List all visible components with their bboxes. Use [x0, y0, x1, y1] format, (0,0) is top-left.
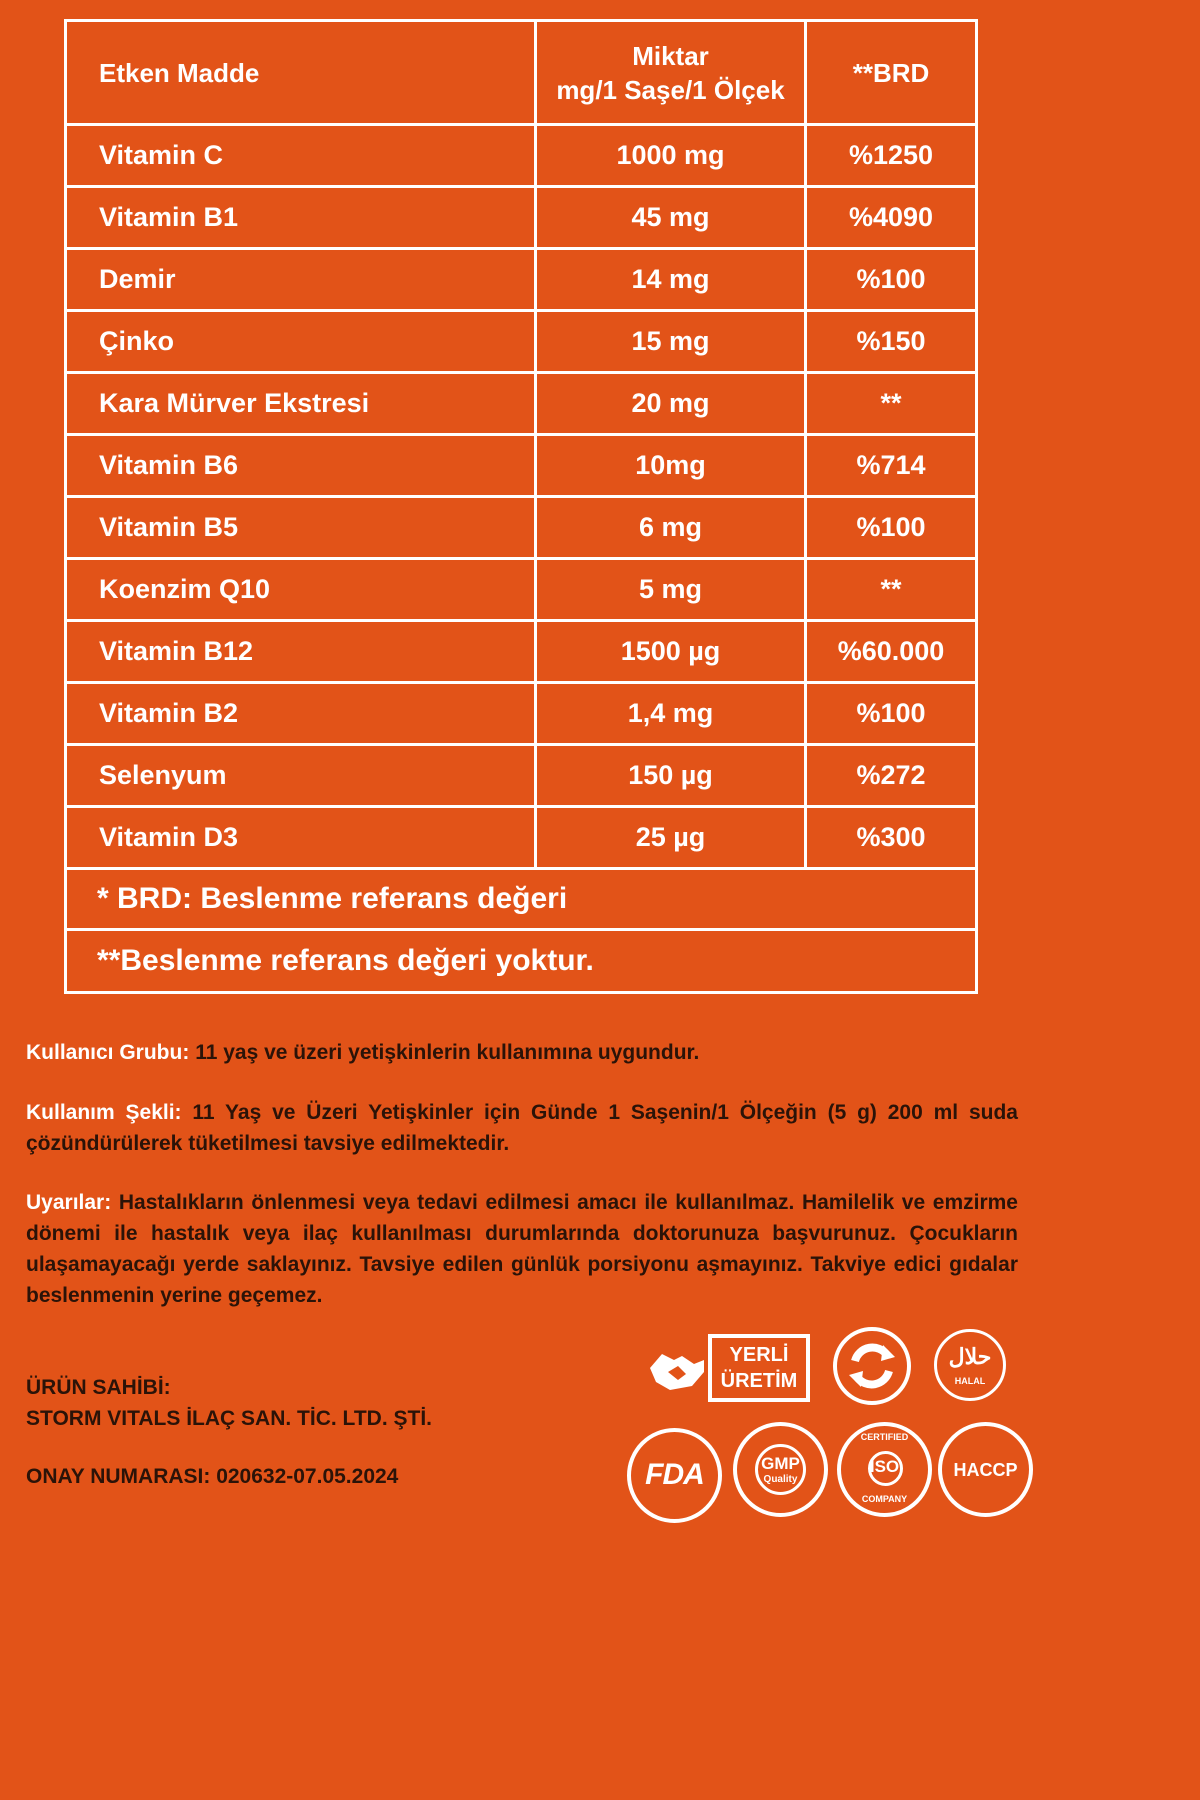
- handshake-icon: [648, 1342, 706, 1394]
- warnings-text: Hastalıkların önlenmesi veya tedavi edilmesi amacı ile kullanılmaz. Hamilelik ve emzirme dönemi ile hastalık veya ilaç kullanılması durumlarında doktorunuza başvurunuz. Çocukların ulaşamayacağı yerde saklayınız. Tavsiye edilen günlük porsiyonu aşmayınız. Takviye edici gıdalar beslenmenin yerine geçemez.: [26, 1191, 1018, 1307]
- ingredient-name: Çinko: [67, 312, 537, 371]
- ingredient-amount: 14 mg: [537, 250, 807, 309]
- header-amount: [537, 22, 807, 123]
- table-row: [67, 126, 975, 188]
- ingredient-brd: %100: [856, 264, 926, 294]
- table-row: [67, 622, 975, 684]
- yerli-text: YERLİ: [729, 1344, 789, 1366]
- header-ingredient: Etken Madde: [67, 22, 537, 123]
- ingredient-amount: 10mg: [537, 436, 807, 495]
- iso-text: ISO: [869, 1457, 900, 1476]
- ingredient-brd: **: [880, 388, 902, 418]
- product-owner-name: STORM VITALS İLAÇ SAN. TİC. LTD. ŞTİ.: [26, 1407, 432, 1430]
- usage-text: 11 Yaş ve Üzeri Yetişkinler için Günde 1 Saşenin/1 Ölçeğin (5 g) 200 ml suda çözündürülerek tüketilmesi tavsiye edilmektedir.: [26, 1101, 1018, 1155]
- nutrition-table: [64, 19, 978, 994]
- ingredient-name: Vitamin B5: [67, 498, 537, 557]
- table-row: [67, 250, 975, 312]
- header-amount-line2: mg/1 Saşe/1 Ölçek: [556, 74, 785, 105]
- fda-text: FDA: [645, 1458, 704, 1491]
- header-brd: **BRD: [852, 57, 930, 88]
- ingredient-amount: 15 mg: [537, 312, 807, 371]
- halal-badge: [934, 1329, 1006, 1401]
- warnings-paragraph: [26, 1187, 1018, 1311]
- ingredient-brd: %714: [856, 450, 926, 480]
- product-owner-label: ÜRÜN SAHİBİ:: [26, 1376, 171, 1399]
- table-row: [67, 436, 975, 498]
- ingredient-amount: 5 mg: [537, 560, 807, 619]
- table-row: [67, 374, 975, 436]
- table-note-no-brd: **Beslenme referans değeri yoktur.: [97, 944, 594, 977]
- ingredient-brd: **: [880, 574, 902, 604]
- ingredient-brd: %1250: [848, 140, 934, 170]
- haccp-badge: [938, 1422, 1033, 1517]
- ingredient-name: Vitamin B6: [67, 436, 537, 495]
- ingredient-name: Vitamin B1: [67, 188, 537, 247]
- ingredient-brd: %100: [856, 512, 926, 542]
- ingredient-brd: %300: [856, 822, 926, 852]
- gmp-text: GMP: [761, 1454, 800, 1473]
- ingredient-name: Demir: [67, 250, 537, 309]
- table-row: [67, 498, 975, 560]
- ingredient-name: Vitamin B2: [67, 684, 537, 743]
- ingredient-amount: 25 µg: [537, 808, 807, 867]
- uretim-text: ÜRETİM: [720, 1370, 798, 1392]
- ingredient-brd: %100: [856, 698, 926, 728]
- ingredient-name: Kara Mürver Ekstresi: [67, 374, 537, 433]
- ingredient-name: Vitamin D3: [67, 808, 537, 867]
- iso-company-text: COMPANY: [861, 1494, 908, 1504]
- table-row: [67, 684, 975, 746]
- ingredient-amount: 150 µg: [537, 746, 807, 805]
- gmp-quality-text: Quality: [763, 1474, 798, 1485]
- ingredient-brd: %4090: [848, 202, 934, 232]
- user-group-paragraph: [26, 1037, 1018, 1068]
- ingredient-brd: %150: [856, 326, 926, 356]
- user-group-label: Kullanıcı Grubu:: [26, 1041, 190, 1064]
- ingredient-name: Koenzim Q10: [67, 560, 537, 619]
- yerli-uretim-badge: [648, 1334, 810, 1402]
- table-row: [67, 312, 975, 374]
- ingredient-name: Selenyum: [67, 746, 537, 805]
- yerli-uretim-box: [708, 1334, 810, 1402]
- ingredient-amount: 1000 mg: [537, 126, 807, 185]
- usage-label: Kullanım Şekli:: [26, 1101, 182, 1124]
- table-row: [67, 188, 975, 250]
- ingredient-brd: %60.000: [837, 636, 945, 666]
- table-row: [67, 808, 975, 870]
- iso-badge: [837, 1422, 932, 1517]
- recycle-icon: [837, 1331, 907, 1401]
- warnings-label: Uyarılar:: [26, 1191, 112, 1214]
- gmp-badge: [733, 1422, 828, 1517]
- ingredient-amount: 1,4 mg: [537, 684, 807, 743]
- usage-paragraph: [26, 1097, 1018, 1159]
- ingredient-name: Vitamin B12: [67, 622, 537, 681]
- approval-number: ONAY NUMARASI: 020632-07.05.2024: [26, 1465, 399, 1488]
- table-row: [67, 746, 975, 808]
- haccp-text: HACCP: [953, 1460, 1018, 1480]
- table-header-row: [67, 22, 975, 126]
- iso-certified-text: CERTIFIED: [860, 1432, 909, 1442]
- recycle-badge: [833, 1327, 911, 1405]
- ingredient-brd: %272: [856, 760, 926, 790]
- user-group-text: 11 yaş ve üzeri yetişkinlerin kullanımına uygundur.: [195, 1041, 700, 1064]
- ingredient-name: Vitamin C: [67, 126, 537, 185]
- header-amount-line1: Miktar: [632, 40, 709, 71]
- table-row: [67, 560, 975, 622]
- fda-badge: [627, 1428, 722, 1523]
- halal-arabic-text: حلال: [948, 1344, 992, 1369]
- ingredient-amount: 6 mg: [537, 498, 807, 557]
- halal-text: HALAL: [954, 1376, 986, 1386]
- ingredient-amount: 1500 µg: [537, 622, 807, 681]
- ingredient-amount: 45 mg: [537, 188, 807, 247]
- ingredient-amount: 20 mg: [537, 374, 807, 433]
- table-note-brd: * BRD: Beslenme referans değeri: [67, 869, 975, 931]
